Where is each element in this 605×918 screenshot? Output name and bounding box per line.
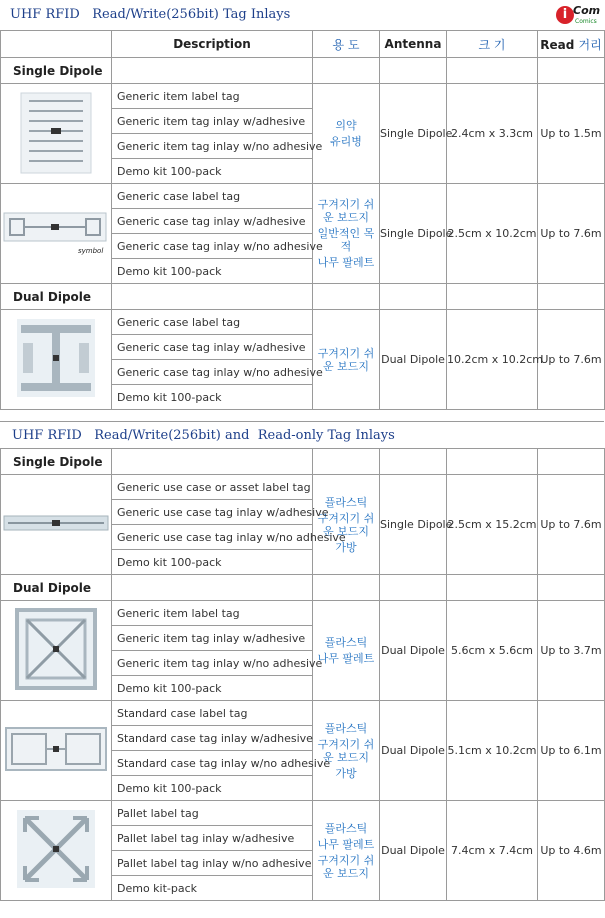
tag-table-1 — [0, 30, 605, 410]
product-row — [1, 601, 605, 626]
description-cell: Generic case tag inlay w/no adhesive — [112, 360, 313, 385]
icom-logo — [556, 4, 601, 30]
description-cell: Generic case tag inlay w/adhesive — [112, 335, 313, 360]
product-image — [1, 475, 112, 575]
description-cell: Standard case tag inlay w/adhesive — [112, 726, 313, 751]
read-range-cell: Up to 7.6m — [538, 475, 605, 575]
description-cell: Pallet label tag inlay w/no adhesive — [112, 851, 313, 876]
description-cell: Generic case tag inlay w/adhesive — [112, 209, 313, 234]
use-cell: 플라스틱 구겨지기 쉬운 보드지 가방 — [313, 701, 380, 801]
product-row — [1, 475, 605, 500]
tag-inlay-image — [2, 478, 110, 568]
size-cell: 10.2cm x 10.2cm — [447, 310, 538, 410]
col-size: 크 기 — [447, 31, 538, 58]
col-read-range: Read 거리 — [538, 31, 605, 58]
subheader — [0, 421, 604, 448]
description-cell: Generic item tag inlay w/adhesive — [112, 109, 313, 134]
description-cell: Demo kit 100-pack — [112, 159, 313, 184]
tag-inlay-image — [2, 704, 110, 794]
tag-inlay-image — [2, 187, 110, 277]
read-range-cell: Up to 7.6m — [538, 310, 605, 410]
product-image — [1, 601, 112, 701]
page-header — [0, 0, 604, 30]
size-cell: 5.6cm x 5.6cm — [447, 601, 538, 701]
use-cell: 플라스틱 나무 팔레트 — [313, 601, 380, 701]
description-cell: Generic use case tag inlay w/no adhesive — [112, 525, 313, 550]
logo-mark: i — [556, 6, 574, 24]
read-range-cell: Up to 3.7m — [538, 601, 605, 701]
product-image — [1, 701, 112, 801]
description-cell: Generic item tag inlay w/adhesive — [112, 626, 313, 651]
antenna-cell: Single Dipole — [380, 184, 447, 284]
description-cell: Demo kit 100-pack — [112, 385, 313, 410]
use-cell: 구겨지기 쉬운 보드지 — [313, 310, 380, 410]
description-cell: Generic item tag inlay w/no adhesive — [112, 134, 313, 159]
product-row — [1, 801, 605, 826]
section-label: Dual Dipole — [1, 284, 112, 310]
description-cell: Demo kit 100-pack — [112, 776, 313, 801]
use-cell: 의약 유리병 — [313, 84, 380, 184]
logo-text: Com — [573, 4, 601, 17]
description-cell: Demo kit 100-pack — [112, 259, 313, 284]
product-image — [1, 84, 112, 184]
section-row — [1, 449, 605, 475]
description-cell: Generic item label tag — [112, 84, 313, 109]
section-label: Single Dipole — [1, 58, 112, 84]
description-cell: Standard case label tag — [112, 701, 313, 726]
description-cell: Demo kit 100-pack — [112, 550, 313, 575]
description-cell: Demo kit 100-pack — [112, 676, 313, 701]
antenna-cell: Single Dipole — [380, 84, 447, 184]
antenna-cell: Single Dipole — [380, 475, 447, 575]
section-row — [1, 58, 605, 84]
antenna-cell: Dual Dipole — [380, 701, 447, 801]
description-cell: Demo kit-pack — [112, 876, 313, 901]
tag-table-2 — [0, 448, 605, 901]
size-cell: 2.5cm x 10.2cm — [447, 184, 538, 284]
page-title: UHF RFID Read/Write(256bit) Tag Inlays — [10, 7, 291, 22]
antenna-cell: Dual Dipole — [380, 601, 447, 701]
product-row — [1, 310, 605, 335]
product-image — [1, 801, 112, 901]
read-range-cell: Up to 6.1m — [538, 701, 605, 801]
description-cell: Generic case tag inlay w/no adhesive — [112, 234, 313, 259]
antenna-cell: Dual Dipole — [380, 310, 447, 410]
read-range-cell: Up to 1.5m — [538, 84, 605, 184]
description-cell: Standard case tag inlay w/no adhesive — [112, 751, 313, 776]
description-cell: Generic case label tag — [112, 310, 313, 335]
size-cell: 2.4cm x 3.3cm — [447, 84, 538, 184]
size-cell: 7.4cm x 7.4cm — [447, 801, 538, 901]
table-header-row — [1, 31, 605, 58]
description-cell: Pallet label tag — [112, 801, 313, 826]
description-cell: Generic case label tag — [112, 184, 313, 209]
product-row — [1, 184, 605, 209]
product-row — [1, 84, 605, 109]
section-label: Dual Dipole — [1, 575, 112, 601]
col-antenna: Antenna — [380, 31, 447, 58]
section-row — [1, 284, 605, 310]
description-cell: Generic item label tag — [112, 601, 313, 626]
section-label: Single Dipole — [1, 449, 112, 475]
tag-inlay-image — [11, 804, 101, 894]
use-cell: 플라스틱 구겨지기 쉬운 보드지 가방 — [313, 475, 380, 575]
use-cell: 구겨지기 쉬운 보드지 일반적인 목적 나무 팔레트 — [313, 184, 380, 284]
read-range-cell: Up to 7.6m — [538, 184, 605, 284]
tag-inlay-image — [11, 313, 101, 403]
product-row — [1, 701, 605, 726]
svg-text:symbol: symbol — [78, 246, 104, 255]
size-cell: 5.1cm x 10.2cm — [447, 701, 538, 801]
tag-inlay-image — [11, 604, 101, 694]
use-cell: 플라스틱 나무 팔레트 구겨지기 쉬운 보드지 — [313, 801, 380, 901]
description-cell: Pallet label tag inlay w/adhesive — [112, 826, 313, 851]
product-image — [1, 184, 112, 284]
col-use: 용 도 — [313, 31, 380, 58]
description-cell: Generic use case tag inlay w/adhesive — [112, 500, 313, 525]
logo-subtext: Comics — [575, 18, 597, 25]
size-cell: 2.5cm x 15.2cm — [447, 475, 538, 575]
tag-inlay-image — [11, 87, 101, 177]
antenna-cell: Dual Dipole — [380, 801, 447, 901]
product-image — [1, 310, 112, 410]
section-title: UHF RFID Read/Write(256bit) and Read-only Tag Inlays — [12, 428, 395, 443]
description-cell: Generic use case or asset label tag — [112, 475, 313, 500]
section-row — [1, 575, 605, 601]
col-description: Description — [112, 31, 313, 58]
read-range-cell: Up to 4.6m — [538, 801, 605, 901]
description-cell: Generic item tag inlay w/no adhesive — [112, 651, 313, 676]
